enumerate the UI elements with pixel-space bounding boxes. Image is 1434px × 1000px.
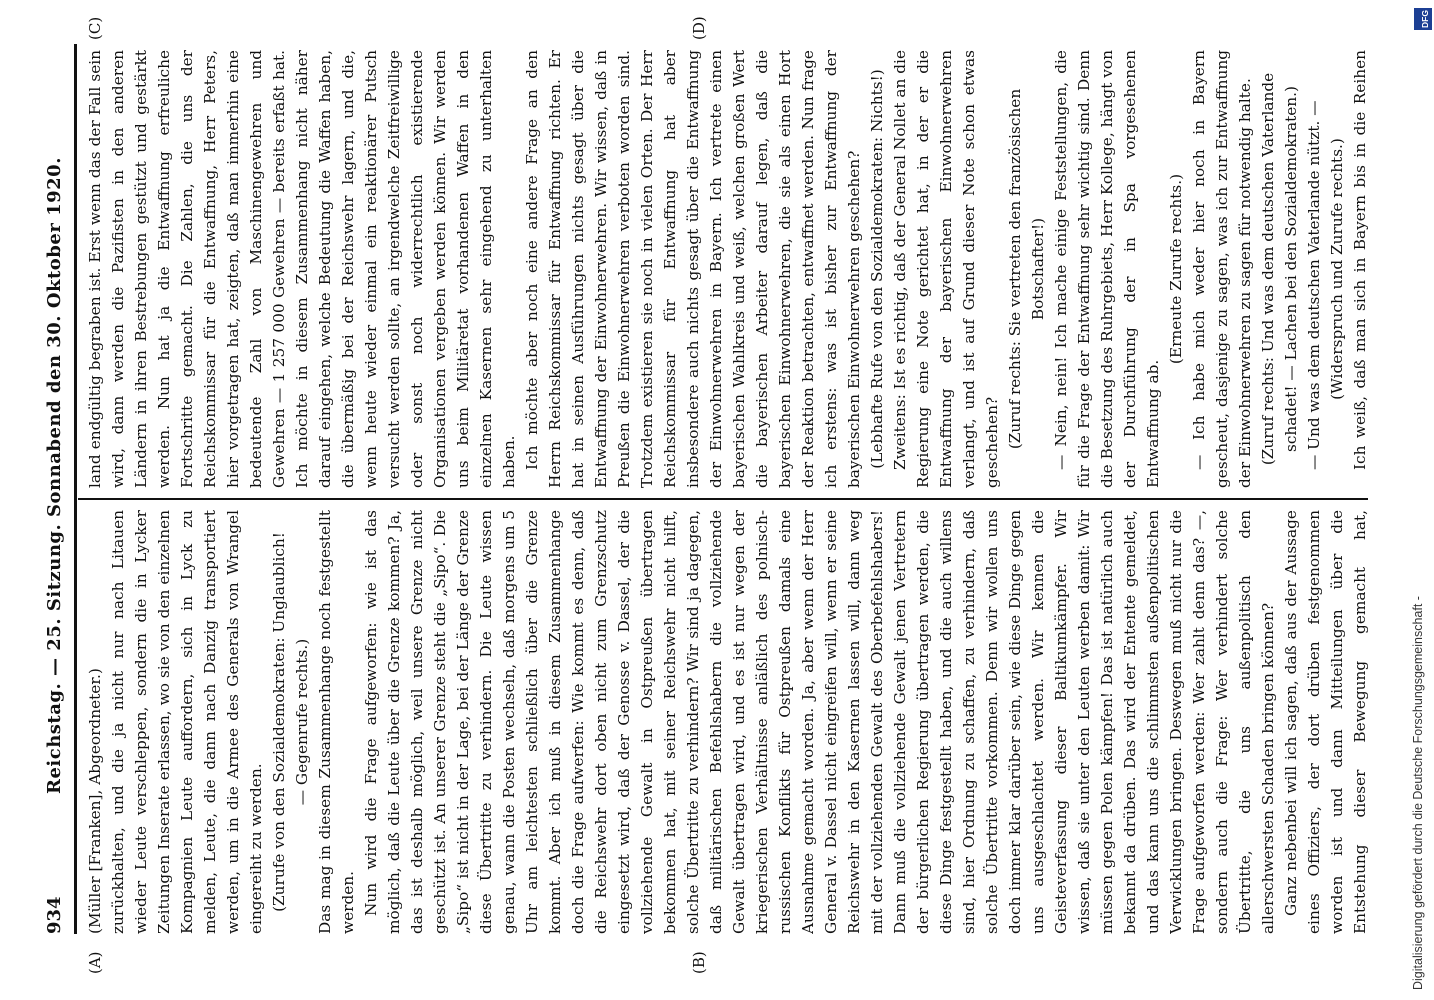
left-column-paragraph: Das mag in diesem Zusammenhange noch festgestellt werden. xyxy=(316,510,357,934)
right-column xyxy=(84,50,1374,488)
right-column-paragraph: Ich weiß, daß man sich in Bayern bis in die Reihen xyxy=(1351,50,1369,470)
digitization-credit xyxy=(1395,10,1433,990)
left-column-paragraph: Ganz nebenbei will ich sagen, daß aus der Aussage eines Offiziers, der dort drüben festgenommen worden ist und dann Mitteilungen über die Entstehung dieser Bewegung gemacht hat, xyxy=(1282,510,1369,934)
right-column-paragraph: — Ich habe mich weder hier noch in Bayern gescheut, dasjenige zu sagen, was ich zur Entwaffnung der Einwohnerwehren zu sagen für notwendig halte. xyxy=(1190,50,1254,488)
left-column-paragraph: (Müller [Franken], Abgeordneter.) xyxy=(86,668,104,934)
margin-marker-b: (B) xyxy=(690,951,708,974)
right-column-paragraph: — Nein, nein! Ich mache einige Feststellungen, die für die Frage der Entwaffnung sehr wichtig sind. Denn die Besetzung des Ruhrgebiets, Herr Kollege, hängt von der Durchführung der in Spa vorgesehenen Entwaffnung ab. xyxy=(1052,50,1162,488)
left-column xyxy=(84,510,1374,934)
column-divider xyxy=(78,498,1368,500)
right-column-paragraph: (Erneute Zurufe rechts.) xyxy=(1167,173,1185,365)
right-column-paragraph: Ich möchte aber noch eine andere Frage an den Herrn Reichskommissar für Entwaffnung richten. Er hat in seinen Ausführungen nichts gesagt über die Entwaffnung der Einwohnerwehren. Wir wissen, daß in Preußen die Einwohnerwehren verboten worden sind. Trotzdem existieren sie noch in vielen Orten. Der Herr Reichskommissar für Entwaffnung hat aber insbesondere auch nichts gesagt über die Entwaffnung der Einwohnerwehren in Bayern. Ich vertrete einen bayerischen Wahlkreis und weiß, welchen großen Wert die bayerischen Arbeiter darauf legen, daß die bayerischen Einwohnerwehren, die sie als einen Hort der Reaktion betrachten, entwaffnet werden. Nun frage ich erstens: was ist bisher zur Entwaffnung der bayerischen Einwohnerwehren geschehen? xyxy=(523,50,863,488)
dfg-logo: DFG xyxy=(1414,8,1432,30)
right-column-paragraph: land endgültig begraben ist. Erst wenn das der Fall sein wird, dann werden die Pazifisten in den anderen Ländern in ihren Bestrebungen gestützt und gestärkt werden. Nun hat ja die Entwaffnung erfreuliche Fortschritte gemacht. Die Zahlen, die uns der Reichskommissar für die Entwaffnung, Herr Peters, hier vorgetragen hat, zeigten, daß man immerhin eine bedeutende Zahl von Maschinengewehren und Gewehren — 1 257 000 Gewehren — bereits erfaßt hat. Ich möchte in diesem Zusammenhang nicht näher darauf eingehen, welche Bedeutung die Waffen haben, die übermäßig bei der Reichswehr lagern, und die, wenn heute wieder einmal ein reaktionärer Putsch versucht werden sollte, an irgendwelche Zeitfreiwillige oder sonst noch widerrechtlich existierende Organisationen vergeben werden können. Wir werden uns beim Militäretat vorhandenen Waffen in den einzelnen Kasernen sehr eingehend zu unterhalten haben. xyxy=(86,50,518,488)
right-column-paragraph: — Und was dem deutschen Vaterlande nützt. — xyxy=(1305,100,1323,470)
left-column-paragraph: (Zurufe von den Sozialdemokraten: Unglaublich! xyxy=(270,532,288,912)
right-column-paragraph: Zweitens: Ist es richtig, daß der General Nollet an die Regierung eine Note gerichtet hat, in der er die Entwaffnung der bayerischen Einwohnerwehren verlangt, und ist auf Grund dieser Note schon etwas geschehen? xyxy=(891,50,1001,488)
margin-marker-a: (A) xyxy=(86,951,104,974)
margin-marker-c: (C) xyxy=(86,16,104,40)
page-number: 934 xyxy=(44,896,65,934)
right-column-paragraph: (Zuruf rechts: Sie vertreten den französischen Botschafter!) xyxy=(1006,88,1047,450)
right-column-paragraph: (Zuruf rechts: Und was dem deutschen Vaterlande schadet! — Lachen bei den Sozialdemokraten.) xyxy=(1259,72,1300,466)
running-header xyxy=(40,44,77,934)
credit-text: Digitalisierung gefördert durch die Deutsche Forschungsgemeinschaft - xyxy=(1411,596,1425,990)
left-column-paragraph: zurückhalten, und die ja nicht nur nach Litauen wieder Leute verschleppen, sondern die in Lycker Zeitungen Inserate erlassen, wo sie von den einzelnen Kompagnien Leute auffordern, sich in Lyck zu melden, Leute, die dann nach Danzig transportiert werden, um in die Armee des Generals von Wrangel eingereiht zu werden. xyxy=(109,510,265,934)
left-column-paragraph: — Gegenrufe rechts.) xyxy=(293,638,311,806)
margin-marker-d: (D) xyxy=(690,16,708,40)
right-column-paragraph: (Lebhafte Rufe von den Sozialdemokraten: Nichts!) xyxy=(868,69,886,469)
right-column-paragraph: (Widerspruch und Zurufe rechts.) xyxy=(1328,138,1346,400)
running-title: Reichstag. — 25. Sitzung. Sonnabend den 30. Oktober 1920. xyxy=(44,157,65,794)
left-column-paragraph: Nun wird die Frage aufgeworfen: wie ist das möglich, daß die Leute über die Grenze kommen? Ja, das ist deshalb möglich, weil unsere Grenze nicht geschützt ist. An unserer Grenze steht die „Sipo“. Die „Sipo“ ist nicht in der Lage, bei der Länge der Grenze diese Übertritte zu verhindern. Die Leute wissen genau, wann die Posten wechseln, daß morgens um 5 Uhr am leichtesten schließlich über die Grenze kommt. Aber ich muß in diesem Zusammenhange doch die Frage aufwerfen: Wie kommt es denn, daß die Reichswehr dort oben nicht zum Grenzschutz eingesetzt wird, daß der Genosse v. Dassel, der die vollziehende Gewalt in Ostpreußen übertragen bekommen hat, mit seiner Reichswehr nicht hilft, solche Übertritte zu verhindern? Wir sind ja dagegen, daß militärischen Befehlshabern die vollziehende Gewalt übertragen wird, und es ist nur wegen der kriegerischen Verhältnisse anläßlich des polnisch-russischen Konflikts für Ostpreußen damals eine Ausnahme gemacht worden. Ja, aber wenn der Herr General v. Dassel nicht eingreifen will, wenn er seine Reichswehr in den Kasernen lassen will, dann weg mit der vollziehenden Gewalt des Oberbefehlshabers! Dann muß die vollziehende Gewalt jenen Vertretern der bürgerlichen Regierung übertragen werden, die diese Dinge festgestellt haben, und die auch willens sind, hier Ordnung zu schaffen, zu verhindern, daß solche Übertritte vorkommen. Denn wir wollen uns doch immer klar darüber sein, wie diese Dinge gegen uns ausgeschlachtet werden. Wir kennen die Geisteverfassung dieser Baltikumkämpfer. Wir wissen, daß sie unter den Leuten werben damit: Wir müssen gegen Polen kämpfen! Das ist natürlich auch bekannt da drüben. Das wird der Entente gemeldet, und das kann uns die schlimmsten außenpolitischen Verwicklungen bringen. Deswegen muß nicht nur die Frage aufgeworfen werden: Wer zahlt denn das? —, sondern auch die Frage: Wer verhindert solche Übertritte, die uns außenpolitisch den allerschwersten Schaden bringen können? xyxy=(362,510,1277,934)
